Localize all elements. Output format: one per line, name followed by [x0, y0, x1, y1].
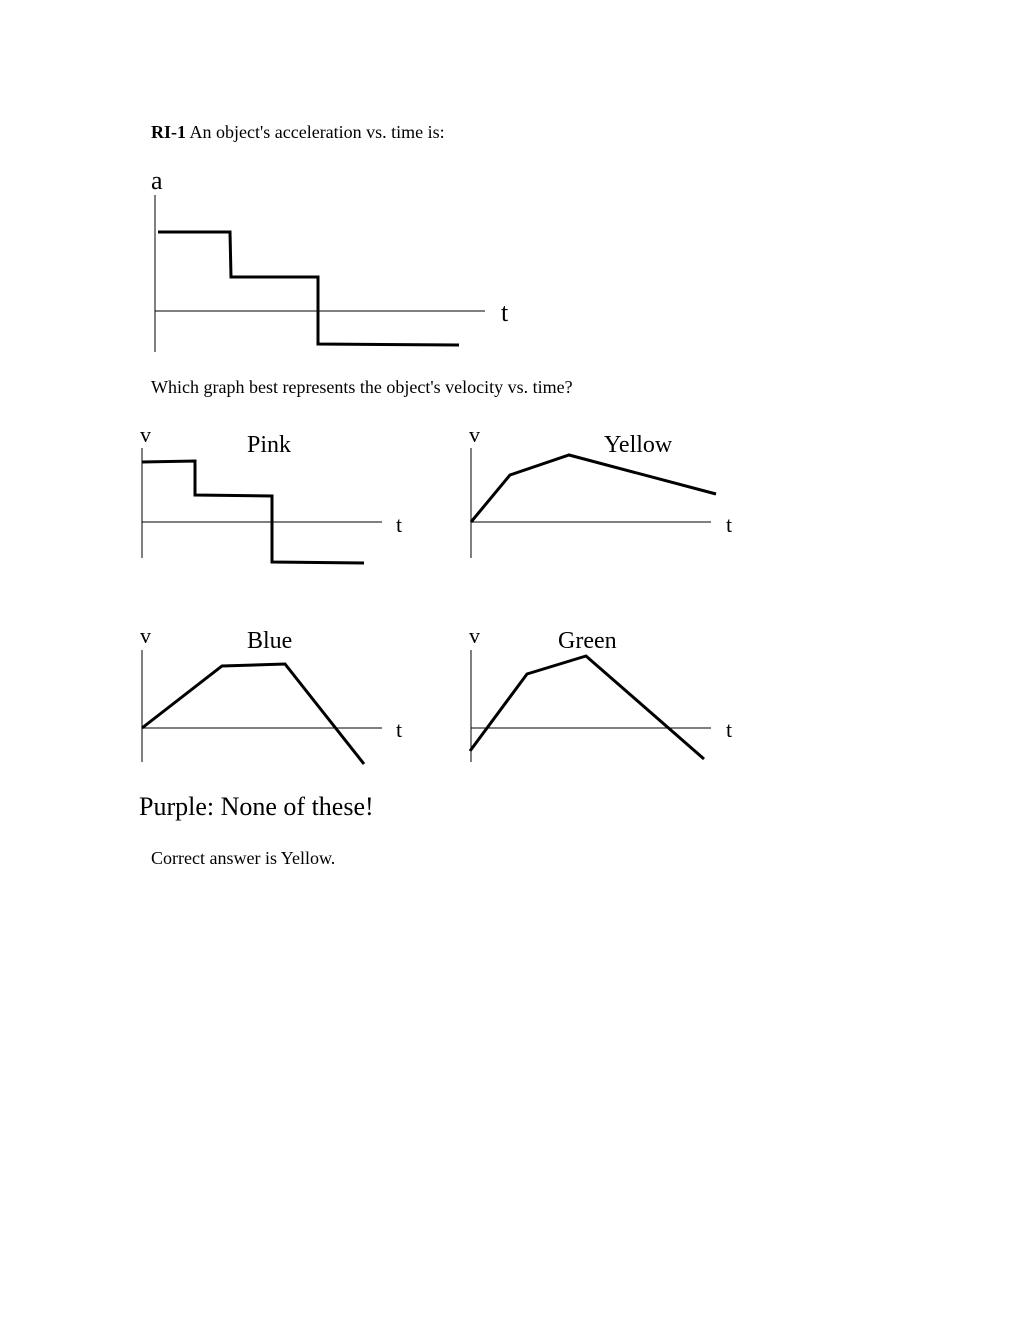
question-text: An object's acceleration vs. time is: — [189, 122, 445, 142]
correct-answer: Correct answer is Yellow. — [151, 848, 336, 868]
option-yellow-graph[interactable] — [469, 422, 732, 558]
option-green-graph[interactable] — [469, 623, 732, 762]
option-pink-graph[interactable] — [140, 422, 402, 563]
acceleration-graph — [151, 166, 509, 352]
green-curve — [470, 656, 704, 759]
pink-y-axis-label: v — [140, 422, 151, 447]
question-number: RI-1 — [151, 122, 186, 142]
blue-graph-title: Blue — [247, 628, 293, 654]
blue-x-axis-label: t — [396, 717, 403, 742]
accel-x-axis-label: t — [501, 298, 509, 327]
question-prompt: Which graph best represents the object's velocity vs. time? — [151, 377, 573, 397]
green-y-axis-label: v — [469, 623, 480, 648]
pink-curve — [142, 461, 364, 563]
green-x-axis-label: t — [726, 717, 733, 742]
yellow-x-axis-label: t — [726, 512, 733, 537]
pink-graph-title: Pink — [247, 432, 292, 458]
option-purple-none[interactable]: Purple: None of these! — [139, 792, 374, 821]
blue-y-axis-label: v — [140, 623, 151, 648]
yellow-graph-title: Yellow — [604, 432, 673, 458]
pink-x-axis-label: t — [396, 512, 403, 537]
accel-y-axis-label: a — [151, 166, 163, 195]
green-graph-title: Green — [558, 628, 617, 654]
yellow-y-axis-label: v — [469, 422, 480, 447]
yellow-curve — [471, 455, 716, 522]
blue-curve — [142, 664, 364, 764]
option-blue-graph[interactable] — [140, 623, 402, 764]
accel-curve — [158, 232, 459, 345]
